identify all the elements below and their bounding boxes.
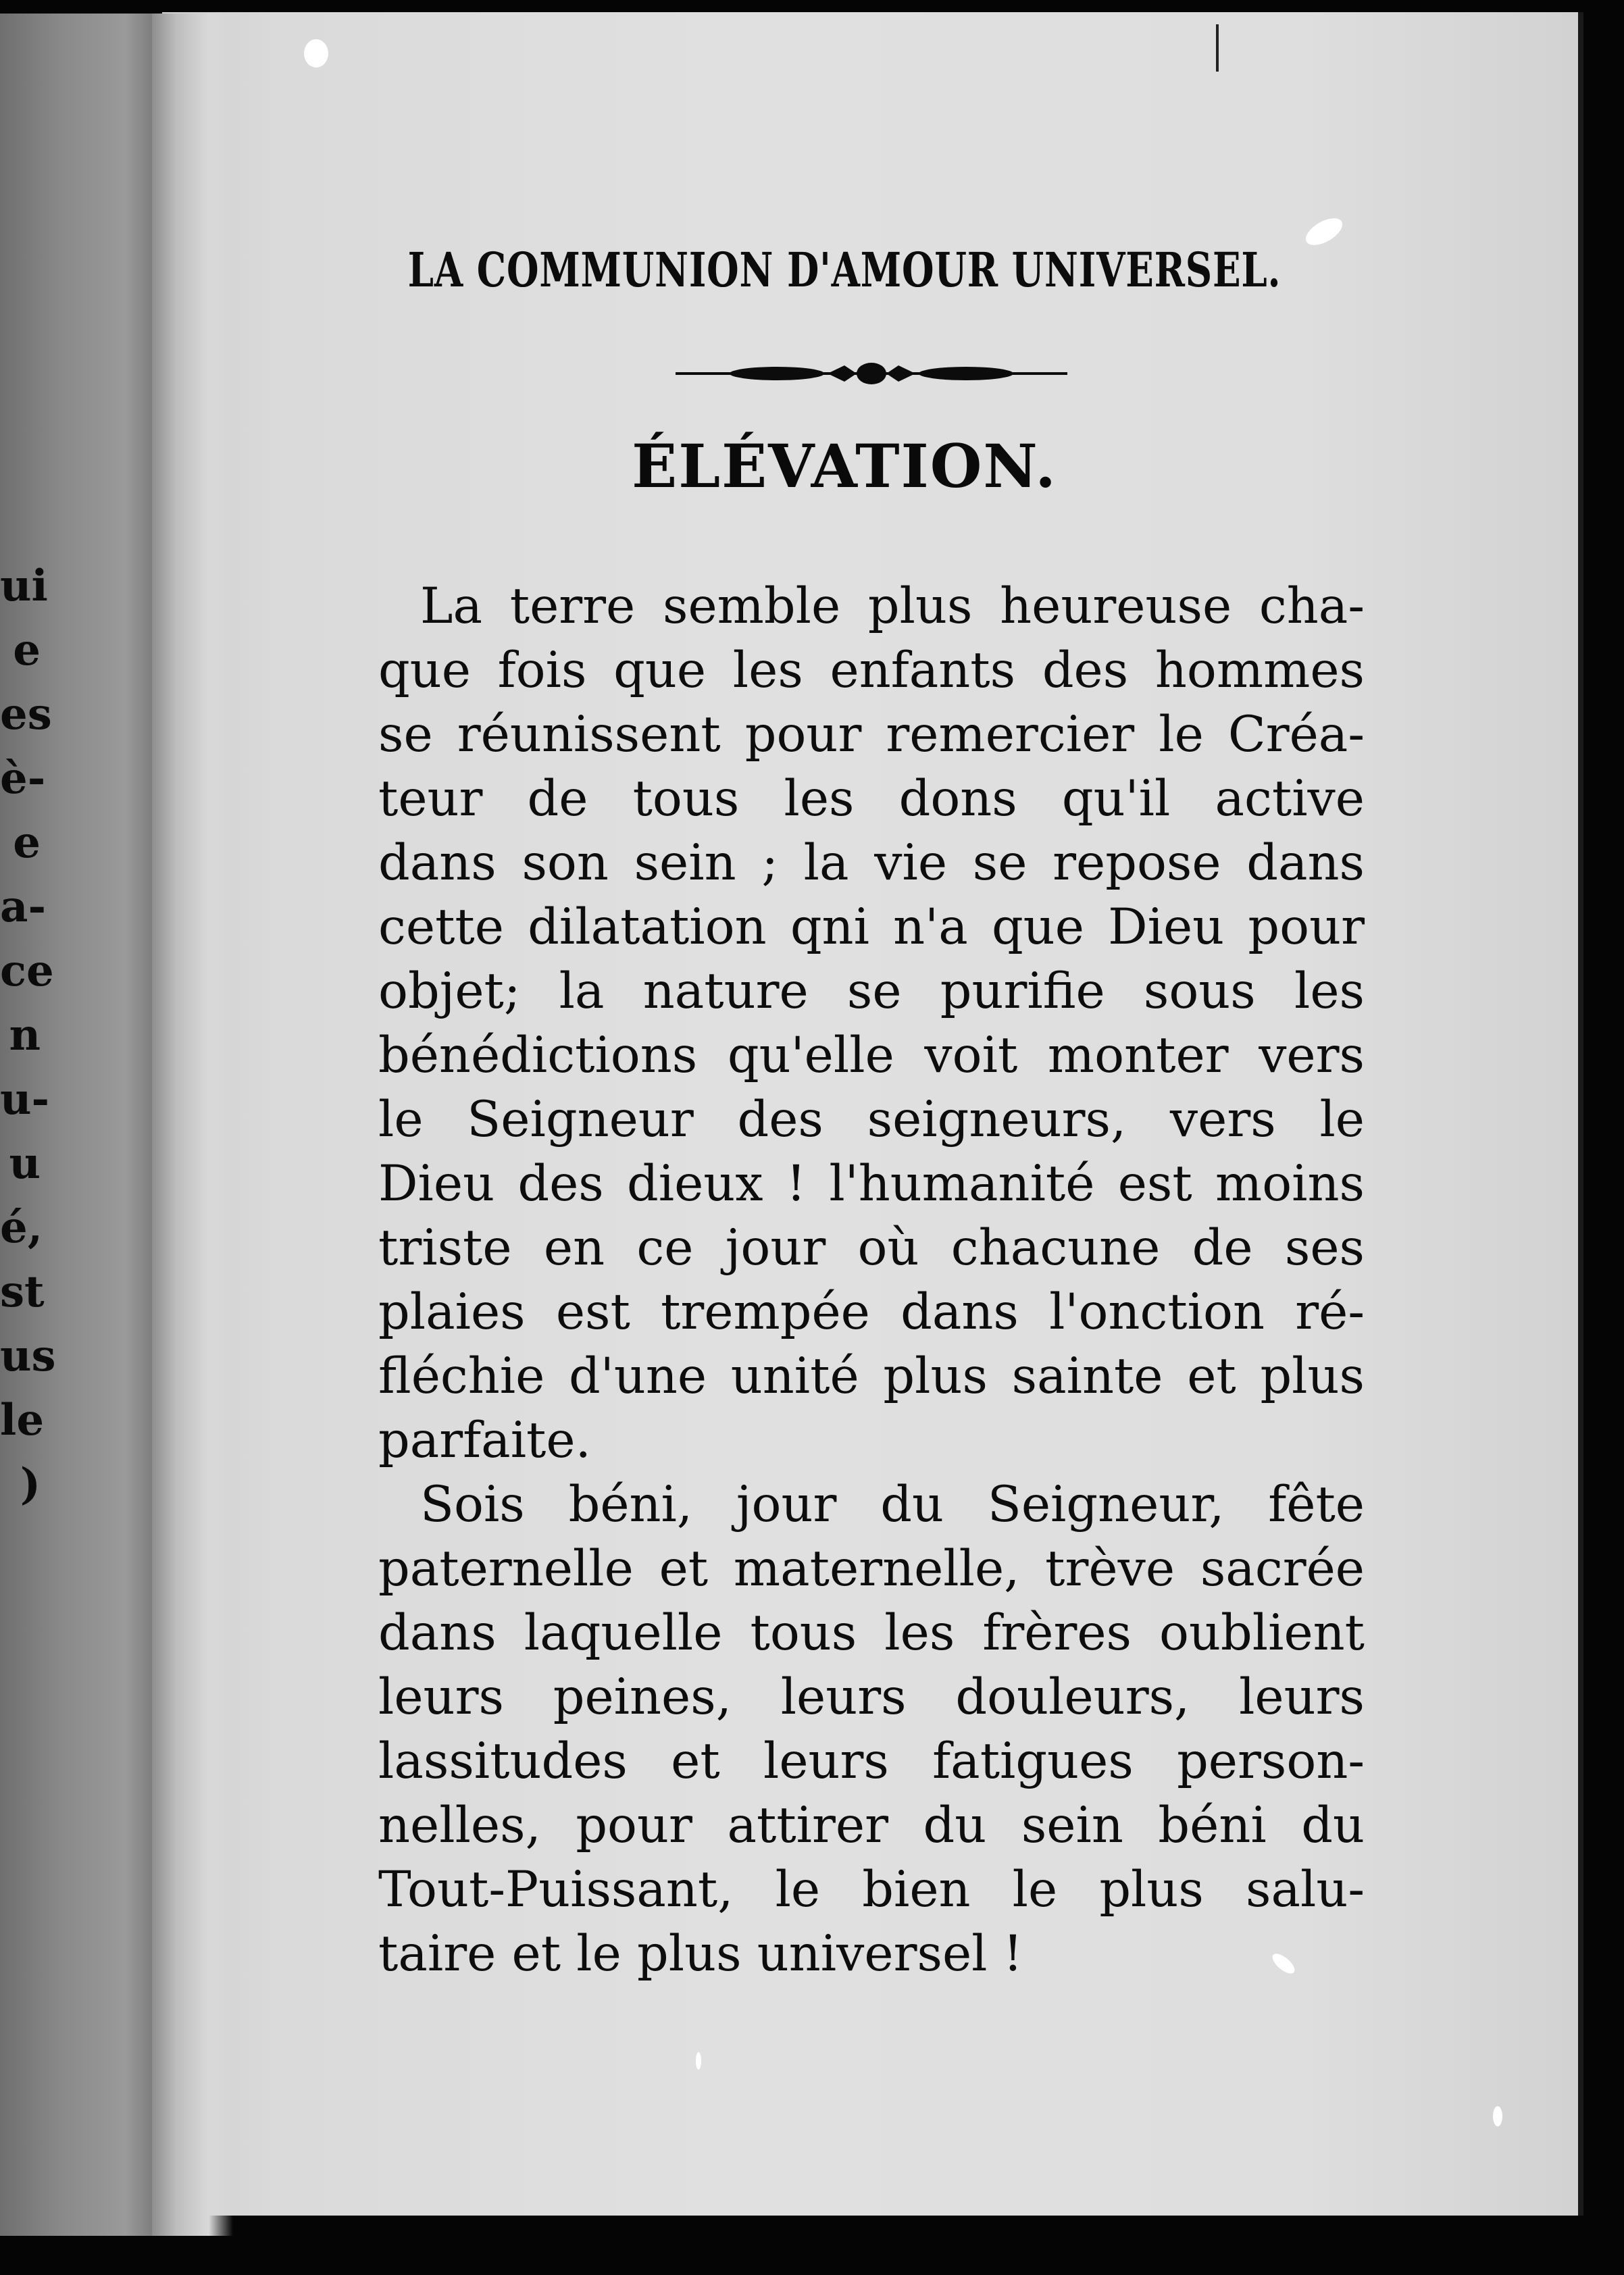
section-heading: ÉLÉVATION. [632,431,1057,501]
text-line: Sois béni, jour du Seigneur, fête [420,1476,1365,1533]
fragment: a- [0,881,47,932]
text-line: La terre semble plus heureuse cha- [420,578,1365,635]
text-line: Tout-Puissant, le bien le plus salu- [378,1861,1365,1918]
text-line: fléchie d'une unité plus sainte et plus [378,1348,1365,1405]
fragment: us [0,1331,56,1381]
text-line: que fois que les enfants des hommes [378,642,1365,699]
text-line: taire et le plus universel ! [378,1925,1023,1983]
running-head: LA COMMUNION D'AMOUR UNIVERSEL. [407,242,1282,298]
scan-mark [1216,24,1219,72]
text-line: paternelle et maternelle, trève sacrée [378,1540,1365,1597]
text-line: triste en ce jour où chacune de ses [378,1219,1365,1277]
paper-speck [1493,2106,1502,2126]
text-line: teur de tous les dons qu'il active [378,770,1365,827]
paper-speck [1302,213,1347,251]
previous-page-text-fragments [0,554,68,1516]
text-line: objet; la nature se purifie sous les [378,963,1365,1020]
fragment: ) [20,1459,41,1510]
text-line: plaies est trempée dans l'onction ré- [378,1283,1365,1341]
text-line: Dieu des dieux ! l'humanité est moins [378,1155,1365,1212]
text-line: cette dilatation qni n'a que Dieu pour [378,898,1365,956]
text-line: bénédictions qu'elle voit monter vers [378,1027,1365,1084]
fragment: le [0,1395,45,1446]
ornament-divider-icon [676,353,1067,394]
fragment: es [0,689,52,740]
text-line: leurs peines, leurs douleurs, leurs [378,1668,1365,1726]
previous-page-edge [0,14,157,2236]
text-line: le Seigneur des seigneurs, vers le [378,1091,1365,1148]
fragment: n [9,1010,41,1060]
fragment: ui [0,561,48,611]
fragment: é, [0,1202,43,1253]
fragment: st [0,1267,45,1317]
text-line: lassitudes et leurs fatigues person- [378,1733,1365,1790]
fragment: è- [0,753,46,804]
book-page [162,12,1583,2216]
fragment: ce [0,946,54,996]
text-line: dans son sein ; la vie se repose dans [378,834,1365,892]
fragment: e [13,817,41,868]
paper-speck [696,2052,701,2070]
fragment: e [13,625,41,675]
body-text [378,574,1365,1986]
fragment: u [9,1138,41,1189]
fragment: u- [0,1074,50,1125]
text-line: parfaite. [378,1412,591,1469]
text-line: nelles, pour attirer du sein béni du [378,1797,1365,1854]
text-line: se réunissent pour remercier le Créa- [378,706,1365,763]
paper-speck [304,39,328,68]
text-line: dans laquelle tous les frères oublient [378,1604,1365,1662]
binding-shadow [152,14,233,2236]
